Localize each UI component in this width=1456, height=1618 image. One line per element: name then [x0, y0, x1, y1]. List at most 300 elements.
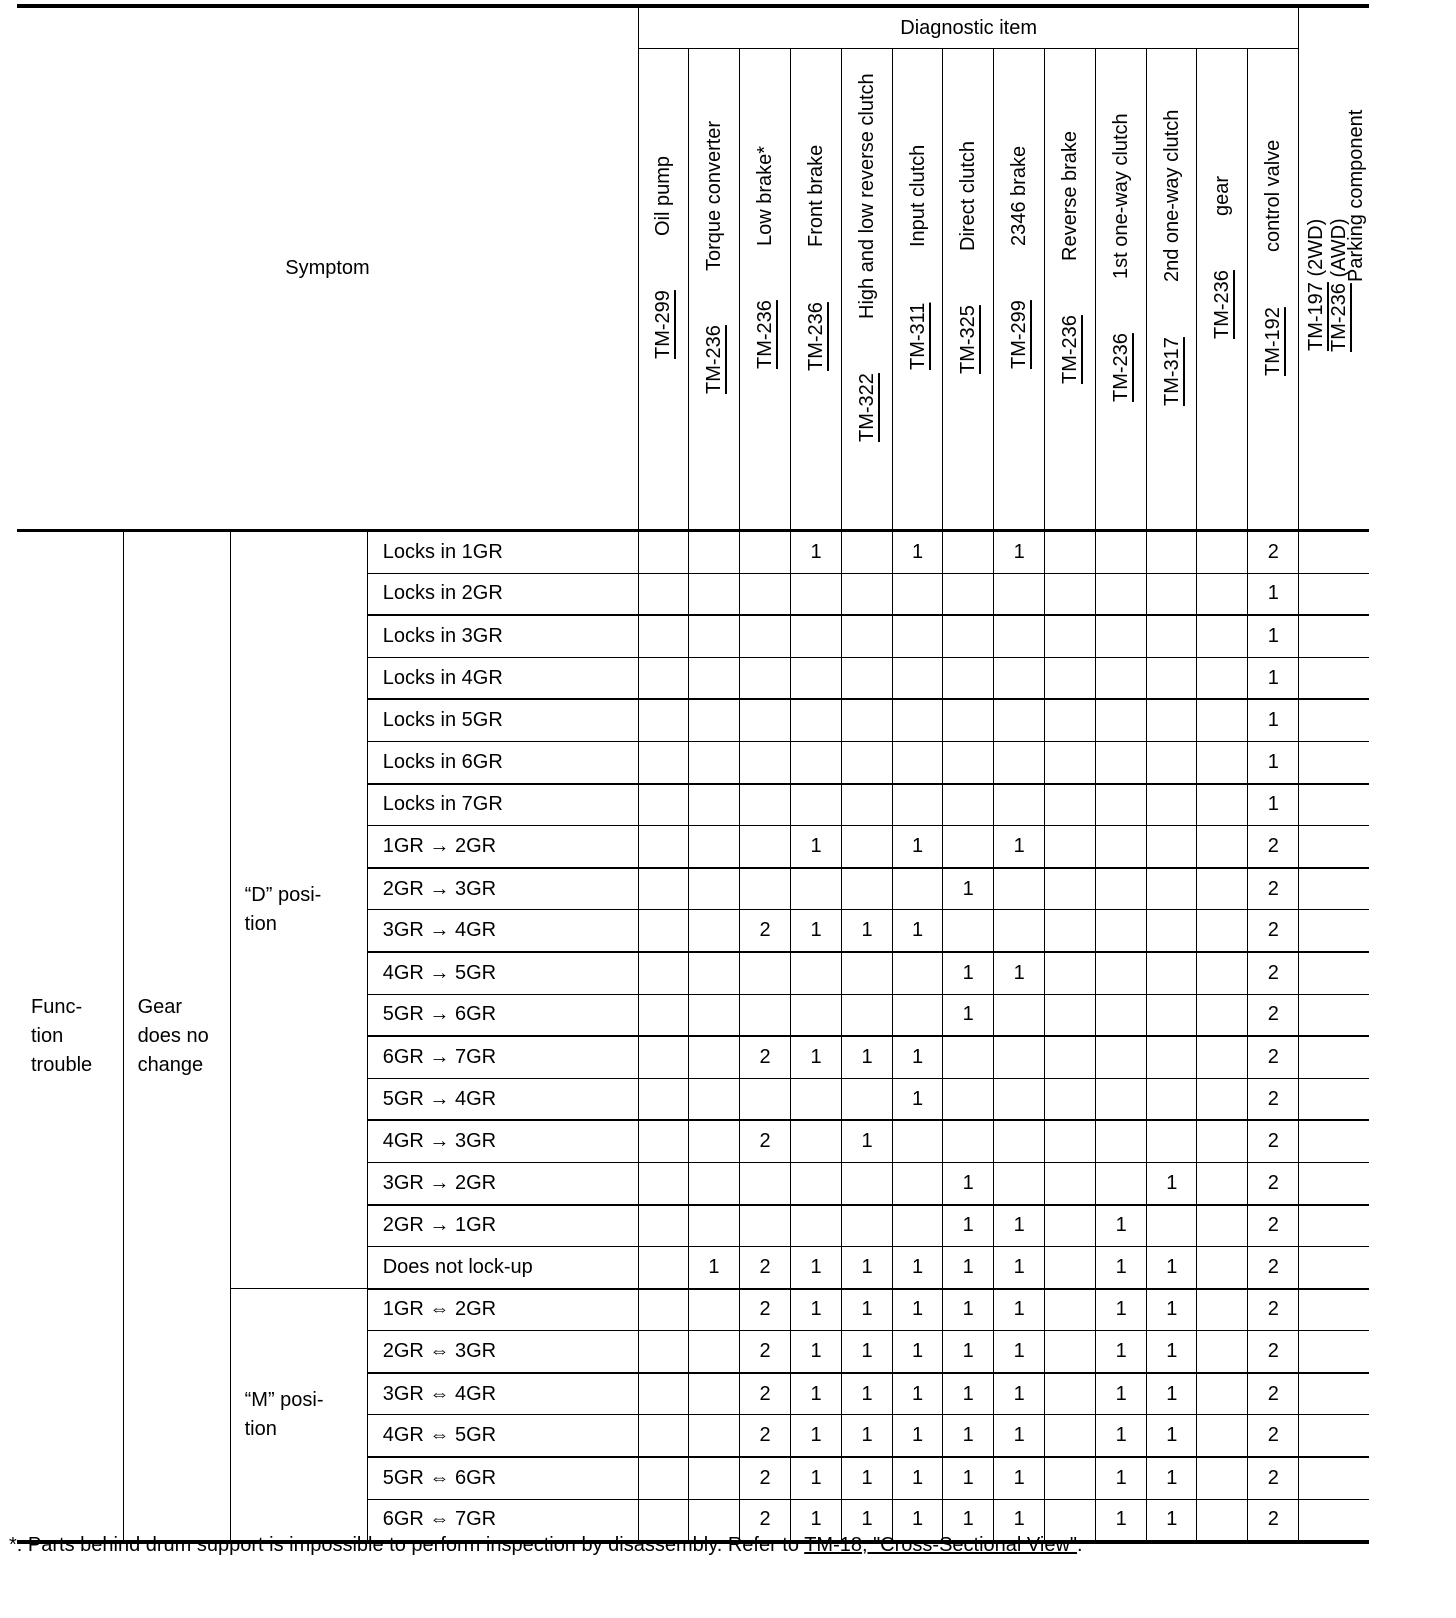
- value-cell: [943, 910, 994, 952]
- table-row: [17, 531, 1369, 574]
- parking-value-cell: [1299, 1289, 1369, 1331]
- value-cell: [842, 657, 893, 699]
- value-cell: [994, 1162, 1045, 1204]
- value-cell: 2: [1248, 994, 1299, 1036]
- value-cell: [943, 826, 994, 868]
- value-cell: [688, 1036, 739, 1078]
- value-cell: [638, 573, 688, 615]
- value-cell: [740, 1162, 791, 1204]
- value-cell: [688, 657, 739, 699]
- category-cell: Func- tion trouble: [17, 531, 123, 1543]
- value-cell: 2: [740, 1289, 791, 1331]
- value-cell: [893, 1205, 943, 1247]
- column-header: [1096, 49, 1147, 531]
- value-cell: [688, 1289, 739, 1331]
- value-cell: [1197, 615, 1248, 657]
- value-cell: 1: [1147, 1415, 1197, 1457]
- value-cell: [1147, 615, 1197, 657]
- parking-component-label: Parking component: [1345, 109, 1368, 283]
- value-cell: [1096, 952, 1147, 994]
- value-cell: [1197, 784, 1248, 826]
- value-cell: [994, 910, 1045, 952]
- value-cell: 2: [740, 1457, 791, 1499]
- value-cell: [1147, 910, 1197, 952]
- value-cell: [740, 952, 791, 994]
- value-cell: 1: [1147, 1247, 1197, 1289]
- column-ref-link[interactable]: TM-322: [856, 373, 879, 443]
- parking-value-cell: [1299, 573, 1369, 615]
- column-ref-link[interactable]: TM-236: [805, 301, 828, 371]
- value-cell: [1045, 1078, 1096, 1120]
- value-cell: 2: [1248, 1036, 1299, 1078]
- value-cell: 1: [943, 1415, 994, 1457]
- value-cell: 1: [1147, 1499, 1197, 1542]
- value-cell: [1197, 699, 1248, 741]
- value-cell: [688, 1415, 739, 1457]
- value-cell: [1197, 531, 1248, 574]
- value-cell: 1: [893, 1499, 943, 1542]
- value-cell: [791, 1120, 842, 1162]
- value-cell: 1: [791, 1457, 842, 1499]
- value-cell: 1: [1096, 1247, 1147, 1289]
- value-cell: [740, 741, 791, 783]
- value-cell: [1096, 699, 1147, 741]
- value-cell: [688, 994, 739, 1036]
- column-header: [943, 49, 994, 531]
- column-label: Low brake*: [754, 145, 777, 247]
- value-cell: [893, 657, 943, 699]
- value-cell: [842, 868, 893, 910]
- value-cell: 2: [1248, 826, 1299, 868]
- subcategory-cell: Gear does no change: [123, 531, 230, 1543]
- value-cell: 2: [740, 1036, 791, 1078]
- value-cell: [1147, 994, 1197, 1036]
- value-cell: 2: [740, 910, 791, 952]
- value-cell: [638, 1457, 688, 1499]
- column-label: Front brake: [805, 144, 828, 248]
- parking-value-cell: [1299, 657, 1369, 699]
- parking-value-cell: [1299, 1457, 1369, 1499]
- parking-2wd-link[interactable]: TM-197: [1305, 282, 1328, 352]
- parking-value-cell: [1299, 1205, 1369, 1247]
- column-label: Torque converter: [702, 120, 725, 272]
- value-cell: 1: [1248, 615, 1299, 657]
- column-ref-link[interactable]: TM-325: [957, 305, 980, 375]
- column-header: [1248, 49, 1299, 531]
- value-cell: 1: [791, 1415, 842, 1457]
- value-cell: [842, 531, 893, 574]
- value-cell: [893, 868, 943, 910]
- value-cell: [688, 1457, 739, 1499]
- value-cell: [1045, 952, 1096, 994]
- value-cell: [1147, 531, 1197, 574]
- value-cell: [791, 1205, 842, 1247]
- value-cell: [1096, 657, 1147, 699]
- column-label: 2nd one-way clutch: [1160, 109, 1183, 283]
- value-cell: [1147, 741, 1197, 783]
- value-cell: [638, 1331, 688, 1373]
- value-cell: [842, 1162, 893, 1204]
- value-cell: 1: [1248, 741, 1299, 783]
- value-cell: [688, 699, 739, 741]
- value-cell: [791, 1078, 842, 1120]
- value-cell: 1: [893, 1331, 943, 1373]
- parking-value-cell: [1299, 1415, 1369, 1457]
- value-cell: [1147, 784, 1197, 826]
- value-cell: [1045, 741, 1096, 783]
- value-cell: [638, 657, 688, 699]
- column-header: [1147, 49, 1197, 531]
- value-cell: [688, 1373, 739, 1415]
- value-cell: 1: [994, 1415, 1045, 1457]
- value-cell: [842, 1078, 893, 1120]
- value-cell: [842, 952, 893, 994]
- value-cell: [1045, 826, 1096, 868]
- value-cell: [994, 699, 1045, 741]
- symptom-diagnosis-table: [17, 4, 1369, 1544]
- column-ref-link[interactable]: TM-236: [1110, 333, 1133, 403]
- value-cell: [842, 994, 893, 1036]
- symptom-cell: 4GR → 3GR: [367, 1120, 638, 1162]
- value-cell: 1: [893, 826, 943, 868]
- parking-awd-link[interactable]: TM-236: [1328, 282, 1351, 352]
- value-cell: [1096, 1078, 1147, 1120]
- value-cell: [791, 573, 842, 615]
- value-cell: 1: [893, 1415, 943, 1457]
- value-cell: [1096, 994, 1147, 1036]
- value-cell: [842, 615, 893, 657]
- value-cell: [688, 826, 739, 868]
- value-cell: [638, 1036, 688, 1078]
- value-cell: [638, 784, 688, 826]
- value-cell: [1045, 573, 1096, 615]
- value-cell: [994, 741, 1045, 783]
- symptom-cell: Locks in 1GR: [367, 531, 638, 574]
- value-cell: [1045, 910, 1096, 952]
- column-label: High and low reverse clutch: [856, 73, 879, 319]
- value-cell: [638, 1162, 688, 1204]
- value-cell: [688, 1078, 739, 1120]
- value-cell: [791, 994, 842, 1036]
- value-cell: 1: [791, 910, 842, 952]
- value-cell: 1: [943, 868, 994, 910]
- column-label: Direct clutch: [957, 140, 980, 252]
- value-cell: 2: [1248, 1415, 1299, 1457]
- value-cell: 1: [1096, 1373, 1147, 1415]
- diagnosis-table-container: [17, 4, 1369, 1544]
- value-cell: [1147, 826, 1197, 868]
- value-cell: 1: [842, 1499, 893, 1542]
- value-cell: [1197, 910, 1248, 952]
- value-cell: 2: [740, 1331, 791, 1373]
- value-cell: 1: [994, 1331, 1045, 1373]
- value-cell: [1147, 573, 1197, 615]
- parking-component-header: [1299, 6, 1369, 531]
- d-position-cell: “D” posi- tion: [230, 531, 367, 1289]
- value-cell: [638, 699, 688, 741]
- value-cell: 1: [1147, 1457, 1197, 1499]
- value-cell: [842, 826, 893, 868]
- value-cell: [1045, 615, 1096, 657]
- m-position-cell: “M” posi- tion: [230, 1289, 367, 1543]
- value-cell: [1045, 1247, 1096, 1289]
- symptom-cell: 6GR ⇔ 7GR: [367, 1499, 638, 1542]
- value-cell: 2: [1248, 1120, 1299, 1162]
- value-cell: [842, 784, 893, 826]
- value-cell: [943, 699, 994, 741]
- column-ref-link[interactable]: TM-311: [906, 302, 929, 370]
- column-ref-link[interactable]: TM-236: [1211, 270, 1234, 340]
- parking-value-cell: [1299, 1373, 1369, 1415]
- value-cell: 1: [791, 1036, 842, 1078]
- column-label: Reverse brake: [1059, 130, 1082, 262]
- value-cell: [740, 868, 791, 910]
- column-label: 2346 brake: [1008, 145, 1031, 247]
- value-cell: [1045, 994, 1096, 1036]
- value-cell: [1045, 699, 1096, 741]
- value-cell: [688, 531, 739, 574]
- value-cell: [943, 615, 994, 657]
- parking-value-cell: [1299, 615, 1369, 657]
- value-cell: [638, 952, 688, 994]
- column-header: [638, 49, 688, 531]
- value-cell: 1: [842, 1457, 893, 1499]
- value-cell: 1: [994, 952, 1045, 994]
- column-ref-link[interactable]: TM-299: [652, 290, 675, 360]
- value-cell: [893, 615, 943, 657]
- value-cell: [638, 994, 688, 1036]
- value-cell: [638, 1120, 688, 1162]
- value-cell: 2: [740, 1415, 791, 1457]
- value-cell: 1: [994, 1247, 1045, 1289]
- value-cell: 1: [1147, 1289, 1197, 1331]
- value-cell: [688, 784, 739, 826]
- symptom-cell: 2GR → 1GR: [367, 1205, 638, 1247]
- value-cell: [638, 1289, 688, 1331]
- value-cell: 1: [1096, 1415, 1147, 1457]
- value-cell: 2: [740, 1120, 791, 1162]
- value-cell: [893, 699, 943, 741]
- value-cell: [638, 1415, 688, 1457]
- parking-value-cell: [1299, 1078, 1369, 1120]
- value-cell: [688, 868, 739, 910]
- value-cell: 1: [791, 1289, 842, 1331]
- value-cell: [994, 1078, 1045, 1120]
- value-cell: [1096, 1120, 1147, 1162]
- symptom-cell: 3GR → 2GR: [367, 1162, 638, 1204]
- value-cell: [1197, 1289, 1248, 1331]
- value-cell: 1: [994, 1289, 1045, 1331]
- value-cell: [688, 1162, 739, 1204]
- value-cell: [1096, 1036, 1147, 1078]
- symptom-cell: 3GR ⇔ 4GR: [367, 1373, 638, 1415]
- cross-sectional-view-link[interactable]: TM-18, "Cross-Sectional View": [804, 1534, 1077, 1556]
- value-cell: 2: [1248, 1078, 1299, 1120]
- value-cell: [943, 657, 994, 699]
- value-cell: [740, 531, 791, 574]
- value-cell: [1045, 784, 1096, 826]
- value-cell: [1197, 1457, 1248, 1499]
- symptom-cell: Locks in 4GR: [367, 657, 638, 699]
- value-cell: [1197, 741, 1248, 783]
- value-cell: 1: [791, 1247, 842, 1289]
- value-cell: 1: [893, 1457, 943, 1499]
- footnote-end: .: [1077, 1534, 1083, 1556]
- value-cell: 1: [1248, 573, 1299, 615]
- value-cell: 1: [791, 1499, 842, 1542]
- symptom-cell: 3GR → 4GR: [367, 910, 638, 952]
- value-cell: [943, 1078, 994, 1120]
- column-header: [842, 49, 893, 531]
- value-cell: [1045, 1162, 1096, 1204]
- symptom-cell: 4GR → 5GR: [367, 952, 638, 994]
- value-cell: 1: [791, 1373, 842, 1415]
- parking-value-cell: [1299, 868, 1369, 910]
- value-cell: 1: [994, 1373, 1045, 1415]
- value-cell: [1147, 657, 1197, 699]
- value-cell: 1: [842, 1331, 893, 1373]
- value-cell: [791, 615, 842, 657]
- value-cell: 2: [1248, 1247, 1299, 1289]
- parking-value-cell: [1299, 1120, 1369, 1162]
- value-cell: [1096, 531, 1147, 574]
- column-ref-link[interactable]: TM-192: [1262, 306, 1285, 376]
- value-cell: [1045, 657, 1096, 699]
- value-cell: [740, 784, 791, 826]
- parking-value-cell: [1299, 741, 1369, 783]
- parking-2wd-label: (2WD): [1305, 218, 1328, 283]
- value-cell: [1147, 868, 1197, 910]
- value-cell: [994, 994, 1045, 1036]
- value-cell: [943, 1036, 994, 1078]
- column-label: 1st one-way clutch: [1110, 113, 1133, 279]
- value-cell: [893, 994, 943, 1036]
- symptom-cell: 5GR ⇔ 6GR: [367, 1457, 638, 1499]
- parking-value-cell: [1299, 1247, 1369, 1289]
- column-label: control valve: [1262, 139, 1285, 253]
- value-cell: [1197, 1078, 1248, 1120]
- value-cell: [1096, 573, 1147, 615]
- value-cell: 1: [842, 910, 893, 952]
- value-cell: 1: [842, 1247, 893, 1289]
- value-cell: [638, 615, 688, 657]
- symptom-cell: Does not lock-up: [367, 1247, 638, 1289]
- symptom-cell: Locks in 6GR: [367, 741, 638, 783]
- value-cell: [740, 573, 791, 615]
- value-cell: [943, 741, 994, 783]
- value-cell: 1: [994, 826, 1045, 868]
- parking-value-cell: [1299, 1162, 1369, 1204]
- column-label: gear: [1211, 175, 1234, 217]
- value-cell: [740, 1078, 791, 1120]
- value-cell: 1: [1248, 784, 1299, 826]
- value-cell: [994, 615, 1045, 657]
- value-cell: 1: [943, 1457, 994, 1499]
- value-cell: [1197, 1205, 1248, 1247]
- value-cell: [740, 657, 791, 699]
- symptom-cell: 1GR ⇔ 2GR: [367, 1289, 638, 1331]
- value-cell: [638, 1078, 688, 1120]
- value-cell: [740, 826, 791, 868]
- value-cell: [791, 699, 842, 741]
- symptom-cell: 1GR → 2GR: [367, 826, 638, 868]
- value-cell: [688, 1120, 739, 1162]
- footnote: [9, 1534, 1083, 1557]
- parking-value-cell: [1299, 910, 1369, 952]
- value-cell: [1197, 1120, 1248, 1162]
- value-cell: [740, 615, 791, 657]
- value-cell: 2: [1248, 1205, 1299, 1247]
- value-cell: [1045, 1331, 1096, 1373]
- value-cell: [1096, 741, 1147, 783]
- value-cell: [638, 910, 688, 952]
- symptom-cell: 5GR → 4GR: [367, 1078, 638, 1120]
- value-cell: [791, 741, 842, 783]
- value-cell: [1147, 952, 1197, 994]
- value-cell: [1147, 1078, 1197, 1120]
- value-cell: [893, 784, 943, 826]
- value-cell: [842, 699, 893, 741]
- value-cell: 1: [1096, 1499, 1147, 1542]
- value-cell: 1: [893, 1373, 943, 1415]
- value-cell: [1045, 1373, 1096, 1415]
- value-cell: [791, 952, 842, 994]
- column-header: [893, 49, 943, 531]
- value-cell: [1096, 826, 1147, 868]
- value-cell: [842, 741, 893, 783]
- column-ref-link[interactable]: TM-236: [702, 325, 725, 395]
- value-cell: 2: [1248, 868, 1299, 910]
- value-cell: [994, 868, 1045, 910]
- column-ref-link[interactable]: TM-236: [1059, 315, 1082, 385]
- value-cell: 2: [740, 1247, 791, 1289]
- value-cell: [943, 531, 994, 574]
- column-label: Input clutch: [906, 144, 929, 248]
- column-header: [740, 49, 791, 531]
- symptom-cell: Locks in 2GR: [367, 573, 638, 615]
- diagnostic-item-header: Diagnostic item: [638, 6, 1298, 49]
- value-cell: 1: [943, 1205, 994, 1247]
- value-cell: 1: [1096, 1457, 1147, 1499]
- value-cell: 1: [842, 1036, 893, 1078]
- value-cell: 1: [943, 1247, 994, 1289]
- value-cell: 1: [791, 531, 842, 574]
- value-cell: [1045, 868, 1096, 910]
- parking-value-cell: [1299, 994, 1369, 1036]
- value-cell: 1: [1147, 1373, 1197, 1415]
- value-cell: [1197, 1373, 1248, 1415]
- parking-value-cell: [1299, 1499, 1369, 1542]
- value-cell: 1: [893, 910, 943, 952]
- value-cell: [1147, 1036, 1197, 1078]
- value-cell: 2: [740, 1373, 791, 1415]
- value-cell: [740, 699, 791, 741]
- column-ref-link[interactable]: TM-299: [1008, 300, 1031, 370]
- value-cell: 1: [893, 531, 943, 574]
- column-ref-link[interactable]: TM-236: [754, 300, 777, 370]
- value-cell: 1: [1096, 1289, 1147, 1331]
- column-ref-link[interactable]: TM-317: [1160, 336, 1183, 406]
- value-cell: 1: [943, 1331, 994, 1373]
- symptom-cell: Locks in 7GR: [367, 784, 638, 826]
- value-cell: 2: [1248, 910, 1299, 952]
- value-cell: [688, 1331, 739, 1373]
- value-cell: 1: [943, 1373, 994, 1415]
- symptom-cell: 2GR → 3GR: [367, 868, 638, 910]
- value-cell: 2: [1248, 1162, 1299, 1204]
- parking-value-cell: [1299, 826, 1369, 868]
- value-cell: 1: [1147, 1162, 1197, 1204]
